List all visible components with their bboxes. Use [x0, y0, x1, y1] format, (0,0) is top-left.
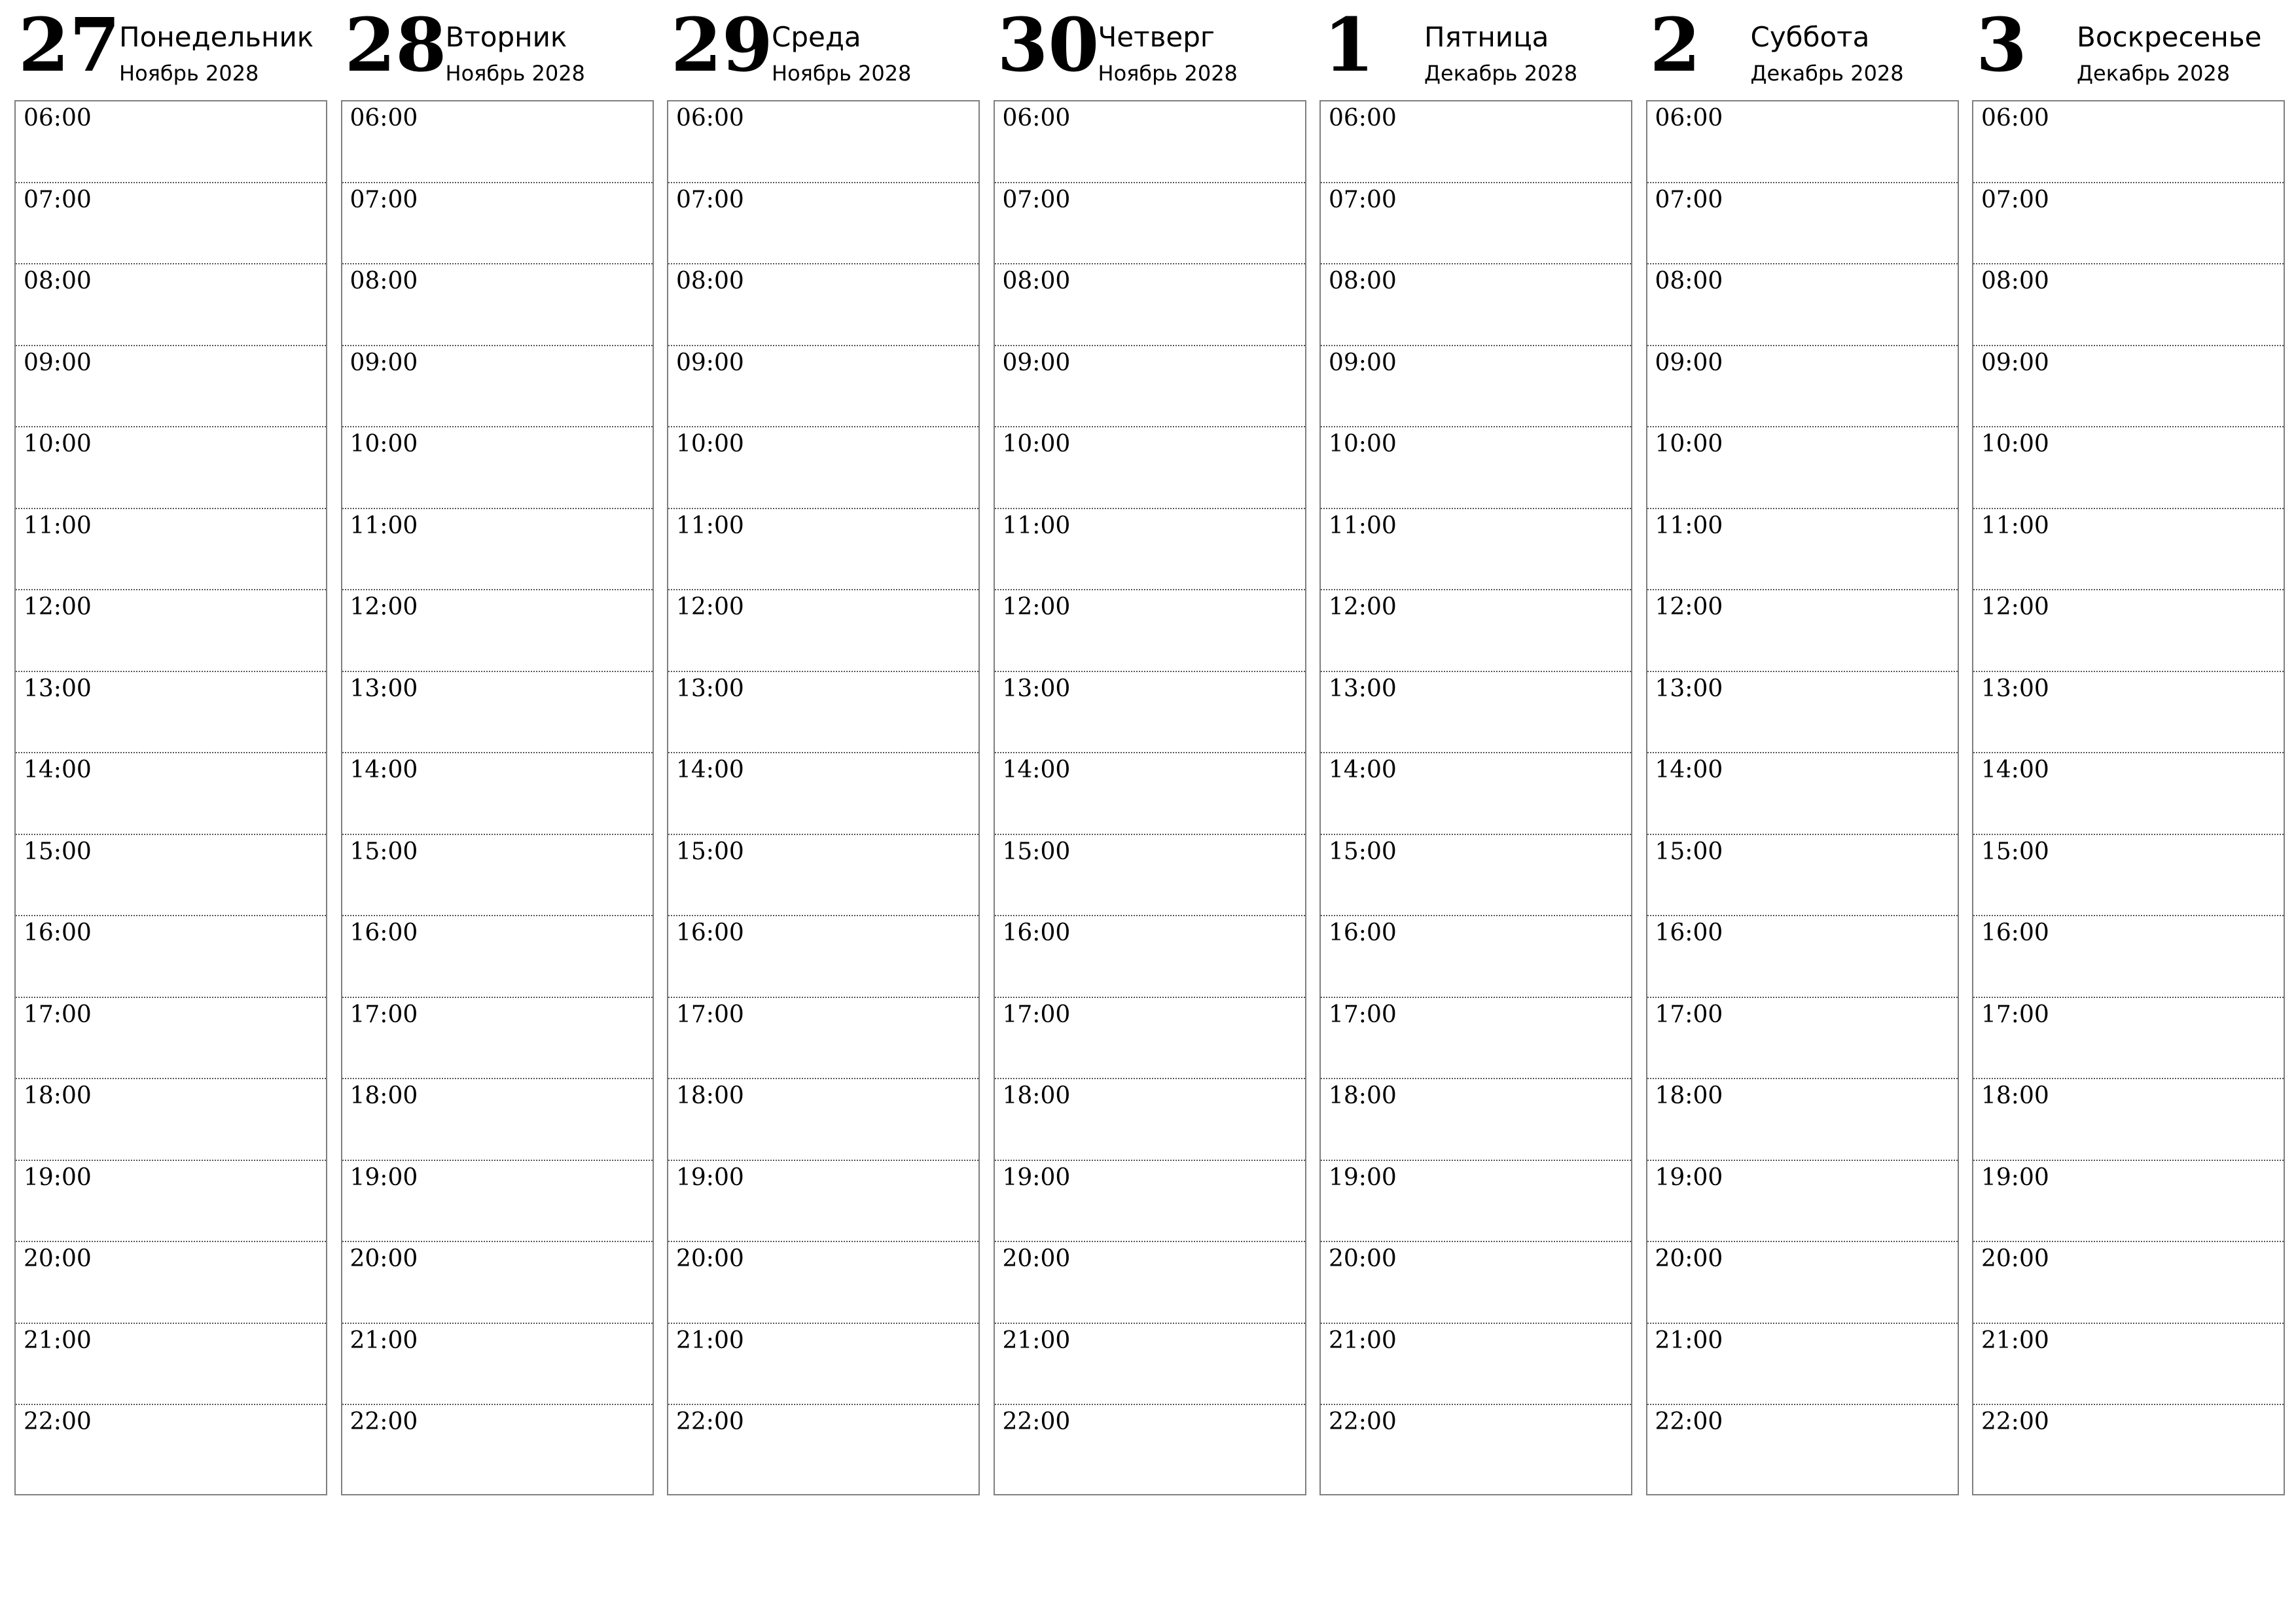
hour-label: 08:00	[676, 268, 744, 294]
hour-slot[interactable]	[342, 101, 653, 183]
hour-label: 08:00	[24, 268, 92, 294]
hour-slot[interactable]	[342, 1324, 653, 1406]
hour-slot[interactable]	[16, 1161, 326, 1243]
hour-slot[interactable]	[342, 1405, 653, 1494]
hour-slot[interactable]	[668, 835, 978, 917]
hour-slot[interactable]	[1647, 835, 1958, 917]
hour-slot[interactable]	[342, 346, 653, 428]
day-header	[1319, 0, 1632, 100]
hour-label: 19:00	[1981, 1164, 2049, 1191]
hour-slot[interactable]	[1321, 835, 1631, 917]
hour-slot[interactable]	[1973, 183, 2284, 265]
hour-label: 06:00	[1002, 105, 1071, 132]
day-name: Суббота	[1750, 21, 1870, 53]
hour-label: 20:00	[1981, 1245, 2049, 1272]
hour-label: 21:00	[24, 1327, 92, 1354]
hour-slot[interactable]	[342, 835, 653, 917]
hour-slot[interactable]	[995, 835, 1305, 917]
hour-slot[interactable]	[1973, 1079, 2284, 1161]
hour-slot[interactable]	[1321, 998, 1631, 1080]
hour-slot[interactable]	[995, 672, 1305, 754]
hour-slot[interactable]	[668, 427, 978, 509]
hour-slot[interactable]	[1321, 346, 1631, 428]
hour-slot[interactable]	[1973, 835, 2284, 917]
day-column	[14, 0, 327, 1435]
hour-slot[interactable]	[995, 1405, 1305, 1494]
hour-label: 11:00	[1329, 512, 1397, 539]
hour-label: 18:00	[1981, 1082, 2049, 1109]
hour-slot[interactable]	[16, 427, 326, 509]
hour-label: 17:00	[676, 1001, 744, 1028]
hour-slot[interactable]	[1647, 916, 1958, 998]
hour-slot[interactable]	[1973, 1161, 2284, 1243]
hour-slot[interactable]	[342, 1161, 653, 1243]
hour-label: 07:00	[1002, 186, 1071, 213]
hour-slot[interactable]	[668, 264, 978, 346]
hour-label: 12:00	[1981, 594, 2049, 620]
hour-label: 15:00	[676, 838, 744, 865]
hour-slot[interactable]	[1321, 101, 1631, 183]
hour-label: 11:00	[676, 512, 744, 539]
hour-label: 17:00	[350, 1001, 418, 1028]
hour-slot[interactable]	[1647, 998, 1958, 1080]
hour-slot[interactable]	[16, 509, 326, 591]
hour-label: 09:00	[676, 349, 744, 376]
day-header	[1972, 0, 2285, 100]
hour-label: 10:00	[1002, 431, 1071, 457]
hour-slot[interactable]	[668, 672, 978, 754]
hour-label: 16:00	[1981, 919, 2049, 946]
hour-label: 15:00	[1981, 838, 2049, 865]
hour-label: 16:00	[1329, 919, 1397, 946]
hour-label: 19:00	[24, 1164, 92, 1191]
hour-label: 13:00	[1002, 675, 1071, 702]
hour-label: 08:00	[1329, 268, 1397, 294]
hour-label: 17:00	[1655, 1001, 1723, 1028]
hour-slot[interactable]	[668, 509, 978, 591]
hour-label: 20:00	[676, 1245, 744, 1272]
hour-slot[interactable]	[995, 101, 1305, 183]
day-schedule-box	[1319, 100, 1632, 1495]
day-column	[1972, 0, 2285, 1435]
hour-slot[interactable]	[1647, 1161, 1958, 1243]
hour-label: 06:00	[1329, 105, 1397, 132]
hour-slot[interactable]	[1647, 1324, 1958, 1406]
day-column	[994, 0, 1306, 1435]
hour-slot[interactable]	[995, 998, 1305, 1080]
hour-slot[interactable]	[668, 101, 978, 183]
hour-label: 08:00	[350, 268, 418, 294]
hour-slot[interactable]	[1647, 753, 1958, 835]
hour-label: 14:00	[1329, 757, 1397, 783]
hour-label: 18:00	[676, 1082, 744, 1109]
hour-slot[interactable]	[342, 264, 653, 346]
hour-label: 11:00	[1981, 512, 2049, 539]
hour-slot[interactable]	[1647, 672, 1958, 754]
hour-slot[interactable]	[1321, 916, 1631, 998]
hour-slot[interactable]	[16, 672, 326, 754]
hour-label: 17:00	[1002, 1001, 1071, 1028]
hour-slot[interactable]	[668, 916, 978, 998]
hour-label: 09:00	[24, 349, 92, 376]
hour-label: 15:00	[350, 838, 418, 865]
hour-label: 12:00	[1002, 594, 1071, 620]
hour-label: 07:00	[1981, 186, 2049, 213]
day-number: 1	[1323, 3, 1374, 88]
hour-slot[interactable]	[1321, 753, 1631, 835]
hour-label: 17:00	[1329, 1001, 1397, 1028]
hour-label: 17:00	[1981, 1001, 2049, 1028]
hour-label: 10:00	[676, 431, 744, 457]
day-name: Понедельник	[119, 21, 314, 53]
hour-label: 07:00	[1655, 186, 1723, 213]
hour-label: 22:00	[24, 1408, 92, 1435]
hour-label: 06:00	[676, 105, 744, 132]
hour-label: 11:00	[350, 512, 418, 539]
day-name: Вторник	[445, 21, 567, 53]
hour-slot[interactable]	[1647, 427, 1958, 509]
hour-slot[interactable]	[1647, 346, 1958, 428]
hour-slot[interactable]	[342, 1079, 653, 1161]
hour-label: 07:00	[24, 186, 92, 213]
hour-slot[interactable]	[995, 346, 1305, 428]
hour-slot[interactable]	[1973, 1242, 2284, 1324]
hour-label: 20:00	[24, 1245, 92, 1272]
hour-slot[interactable]	[668, 1405, 978, 1494]
hour-slot[interactable]	[668, 1161, 978, 1243]
hour-slot[interactable]	[668, 183, 978, 265]
hour-label: 16:00	[24, 919, 92, 946]
hour-label: 08:00	[1002, 268, 1071, 294]
hour-slot[interactable]	[1321, 264, 1631, 346]
hour-label: 15:00	[1002, 838, 1071, 865]
hour-label: 19:00	[676, 1164, 744, 1191]
hour-label: 20:00	[1655, 1245, 1723, 1272]
day-month: Ноябрь 2028	[445, 61, 585, 86]
hour-label: 21:00	[676, 1327, 744, 1354]
hour-slot[interactable]	[1973, 427, 2284, 509]
hour-slot[interactable]	[342, 998, 653, 1080]
hour-label: 12:00	[1655, 594, 1723, 620]
hour-label: 06:00	[350, 105, 418, 132]
hour-label: 13:00	[676, 675, 744, 702]
day-number: 29	[671, 3, 773, 88]
hour-slot[interactable]	[1321, 1079, 1631, 1161]
day-header	[14, 0, 327, 100]
day-header	[667, 0, 980, 100]
hour-slot[interactable]	[1973, 346, 2284, 428]
hour-label: 12:00	[1329, 594, 1397, 620]
hour-slot[interactable]	[16, 1242, 326, 1324]
hour-label: 08:00	[1655, 268, 1723, 294]
hour-label: 20:00	[1329, 1245, 1397, 1272]
day-name: Четверг	[1098, 21, 1215, 53]
hour-slot[interactable]	[1321, 509, 1631, 591]
hour-label: 09:00	[1655, 349, 1723, 376]
hour-slot[interactable]	[995, 753, 1305, 835]
day-column	[667, 0, 980, 1435]
day-month: Ноябрь 2028	[1098, 61, 1238, 86]
hour-label: 16:00	[1655, 919, 1723, 946]
hour-label: 13:00	[1981, 675, 2049, 702]
hour-slot[interactable]	[668, 590, 978, 672]
hour-label: 13:00	[1329, 675, 1397, 702]
hour-slot[interactable]	[1647, 1405, 1958, 1494]
hour-label: 09:00	[1002, 349, 1071, 376]
hour-label: 11:00	[1002, 512, 1071, 539]
hour-slot[interactable]	[995, 1079, 1305, 1161]
hour-label: 14:00	[24, 757, 92, 783]
day-schedule-box	[1972, 100, 2285, 1495]
hour-slot[interactable]	[342, 427, 653, 509]
hour-label: 19:00	[1002, 1164, 1071, 1191]
hour-slot[interactable]	[1321, 1405, 1631, 1494]
day-schedule-box	[341, 100, 654, 1495]
hour-slot[interactable]	[1321, 590, 1631, 672]
hour-label: 10:00	[350, 431, 418, 457]
hour-label: 22:00	[1329, 1408, 1397, 1435]
day-header	[341, 0, 654, 100]
hour-slot[interactable]	[16, 753, 326, 835]
day-month: Декабрь 2028	[2077, 61, 2231, 86]
hour-slot[interactable]	[1647, 1079, 1958, 1161]
hour-label: 13:00	[350, 675, 418, 702]
hour-slot[interactable]	[1647, 264, 1958, 346]
hour-slot[interactable]	[342, 590, 653, 672]
hour-label: 21:00	[1981, 1327, 2049, 1354]
day-month: Ноябрь 2028	[772, 61, 912, 86]
hour-slot[interactable]	[995, 183, 1305, 265]
hour-label: 22:00	[1655, 1408, 1723, 1435]
hour-label: 19:00	[1329, 1164, 1397, 1191]
hour-label: 06:00	[24, 105, 92, 132]
hour-slot[interactable]	[1321, 1161, 1631, 1243]
hour-label: 15:00	[1329, 838, 1397, 865]
hour-label: 09:00	[1981, 349, 2049, 376]
day-schedule-box	[994, 100, 1306, 1495]
day-column	[341, 0, 654, 1435]
hour-slot[interactable]	[668, 1242, 978, 1324]
hour-label: 16:00	[350, 919, 418, 946]
hour-slot[interactable]	[668, 1324, 978, 1406]
hour-slot[interactable]	[1973, 101, 2284, 183]
day-header	[994, 0, 1306, 100]
day-month: Ноябрь 2028	[119, 61, 259, 86]
hour-label: 12:00	[350, 594, 418, 620]
hour-label: 14:00	[350, 757, 418, 783]
day-schedule-box	[667, 100, 980, 1495]
hour-label: 22:00	[676, 1408, 744, 1435]
hour-label: 14:00	[1981, 757, 2049, 783]
hour-slot[interactable]	[1973, 1324, 2284, 1406]
day-month: Декабрь 2028	[1750, 61, 1904, 86]
day-column	[1319, 0, 1632, 1435]
day-name: Пятница	[1424, 21, 1549, 53]
hour-slot[interactable]	[995, 590, 1305, 672]
day-header	[1646, 0, 1959, 100]
hour-slot[interactable]	[16, 264, 326, 346]
hour-label: 18:00	[1002, 1082, 1071, 1109]
hour-slot[interactable]	[668, 1079, 978, 1161]
hour-label: 08:00	[1981, 268, 2049, 294]
hour-label: 16:00	[1002, 919, 1071, 946]
hour-slot[interactable]	[16, 183, 326, 265]
hour-slot[interactable]	[16, 1405, 326, 1494]
hour-label: 20:00	[1002, 1245, 1071, 1272]
hour-label: 06:00	[1981, 105, 2049, 132]
hour-label: 13:00	[1655, 675, 1723, 702]
hour-slot[interactable]	[16, 101, 326, 183]
hour-slot[interactable]	[1321, 672, 1631, 754]
day-schedule-box	[1646, 100, 1959, 1495]
hour-label: 18:00	[1655, 1082, 1723, 1109]
hour-label: 22:00	[1002, 1408, 1071, 1435]
hour-label: 12:00	[24, 594, 92, 620]
hour-slot[interactable]	[1973, 1405, 2284, 1494]
day-month: Декабрь 2028	[1424, 61, 1578, 86]
hour-label: 11:00	[1655, 512, 1723, 539]
hour-slot[interactable]	[16, 916, 326, 998]
hour-label: 10:00	[24, 431, 92, 457]
hour-label: 21:00	[1002, 1327, 1071, 1354]
hour-slot[interactable]	[1647, 1242, 1958, 1324]
hour-label: 22:00	[350, 1408, 418, 1435]
hour-label: 07:00	[350, 186, 418, 213]
hour-label: 21:00	[1329, 1327, 1397, 1354]
hour-slot[interactable]	[1321, 1242, 1631, 1324]
hour-slot[interactable]	[995, 264, 1305, 346]
hour-label: 18:00	[1329, 1082, 1397, 1109]
hour-slot[interactable]	[995, 509, 1305, 591]
hour-slot[interactable]	[995, 1161, 1305, 1243]
day-schedule-box	[14, 100, 327, 1495]
day-number: 28	[344, 3, 447, 88]
hour-label: 07:00	[1329, 186, 1397, 213]
day-number: 27	[18, 3, 120, 88]
hour-label: 20:00	[350, 1245, 418, 1272]
hour-label: 16:00	[676, 919, 744, 946]
hour-slot[interactable]	[668, 998, 978, 1080]
hour-label: 10:00	[1329, 431, 1397, 457]
hour-slot[interactable]	[16, 998, 326, 1080]
hour-slot[interactable]	[668, 753, 978, 835]
hour-label: 18:00	[24, 1082, 92, 1109]
hour-label: 17:00	[24, 1001, 92, 1028]
day-number: 30	[997, 3, 1100, 88]
hour-label: 10:00	[1655, 431, 1723, 457]
hour-label: 19:00	[350, 1164, 418, 1191]
hour-slot[interactable]	[995, 1242, 1305, 1324]
hour-slot[interactable]	[16, 1324, 326, 1406]
hour-slot[interactable]	[1973, 998, 2284, 1080]
hour-label: 15:00	[24, 838, 92, 865]
hour-slot[interactable]	[342, 1242, 653, 1324]
hour-label: 21:00	[1655, 1327, 1723, 1354]
hour-label: 10:00	[1981, 431, 2049, 457]
hour-slot[interactable]	[1321, 1324, 1631, 1406]
hour-slot[interactable]	[342, 753, 653, 835]
hour-label: 09:00	[350, 349, 418, 376]
hour-slot[interactable]	[1973, 509, 2284, 591]
day-column	[1646, 0, 1959, 1435]
hour-slot[interactable]	[1973, 590, 2284, 672]
hour-slot[interactable]	[1647, 101, 1958, 183]
hour-slot[interactable]	[342, 509, 653, 591]
hour-label: 11:00	[24, 512, 92, 539]
hour-label: 14:00	[1655, 757, 1723, 783]
hour-label: 21:00	[350, 1327, 418, 1354]
day-number: 3	[1976, 3, 2027, 88]
hour-label: 14:00	[1002, 757, 1071, 783]
hour-slot[interactable]	[16, 1079, 326, 1161]
hour-slot[interactable]	[342, 916, 653, 998]
hour-slot[interactable]	[1973, 753, 2284, 835]
hour-label: 12:00	[676, 594, 744, 620]
hour-label: 06:00	[1655, 105, 1723, 132]
hour-slot[interactable]	[1973, 672, 2284, 754]
hour-slot[interactable]	[668, 346, 978, 428]
hour-slot[interactable]	[16, 835, 326, 917]
day-name: Воскресенье	[2077, 21, 2262, 53]
hour-label: 07:00	[676, 186, 744, 213]
hour-label: 13:00	[24, 675, 92, 702]
hour-slot[interactable]	[16, 346, 326, 428]
hour-slot[interactable]	[16, 590, 326, 672]
hour-label: 15:00	[1655, 838, 1723, 865]
hour-slot[interactable]	[995, 916, 1305, 998]
hour-slot[interactable]	[1647, 590, 1958, 672]
hour-slot[interactable]	[1321, 183, 1631, 265]
hour-label: 14:00	[676, 757, 744, 783]
hour-label: 19:00	[1655, 1164, 1723, 1191]
hour-slot[interactable]	[995, 427, 1305, 509]
day-number: 2	[1649, 3, 1701, 88]
hour-slot[interactable]	[1321, 427, 1631, 509]
hour-slot[interactable]	[1647, 183, 1958, 265]
hour-slot[interactable]	[995, 1324, 1305, 1406]
hour-label: 22:00	[1981, 1408, 2049, 1435]
day-name: Среда	[772, 21, 861, 53]
hour-slot[interactable]	[342, 672, 653, 754]
hour-slot[interactable]	[1973, 916, 2284, 998]
hour-slot[interactable]	[342, 183, 653, 265]
hour-slot[interactable]	[1647, 509, 1958, 591]
hour-label: 18:00	[350, 1082, 418, 1109]
hour-label: 09:00	[1329, 349, 1397, 376]
hour-slot[interactable]	[1973, 264, 2284, 346]
